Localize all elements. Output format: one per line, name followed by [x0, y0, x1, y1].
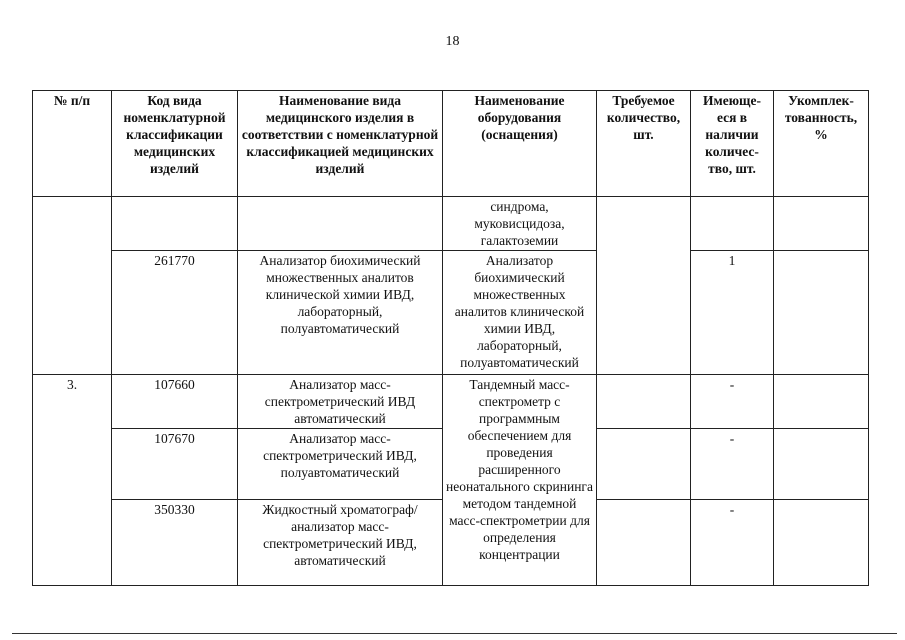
- table-row: [33, 375, 869, 429]
- cell-required: [597, 429, 691, 500]
- cell-num: [33, 197, 112, 375]
- cell-available: [691, 197, 774, 251]
- header-completeness: Укомплек-тованность, %: [774, 91, 869, 197]
- cell-completeness: [774, 375, 869, 429]
- header-code: Код вида номенклатурной классификации медицинских изделий: [112, 91, 238, 197]
- cell-required: [597, 375, 691, 429]
- cell-name: Анализатор масс-спектрометрический ИВД, полуавтоматический: [238, 429, 443, 500]
- cell-completeness: [774, 197, 869, 251]
- cell-equipment-group: Тандемный масс-спектрометр с программным обеспечением для проведения расширенного неонатального скрининга методом тандемной масс-спектрометрии для определения концентрации: [443, 375, 597, 586]
- cell-code: 107670: [112, 429, 238, 500]
- page-number: 18: [445, 34, 460, 49]
- header-required: Требуемое количество, шт.: [597, 91, 691, 197]
- cell-completeness: [774, 429, 869, 500]
- cell-completeness: [774, 251, 869, 375]
- header-equipment: Наименование оборудования (оснащения): [443, 91, 597, 197]
- cell-name: Анализатор масс-спектрометрический ИВД автоматический: [238, 375, 443, 429]
- page-bottom-divider: [12, 633, 897, 634]
- cell-name: [238, 197, 443, 251]
- cell-available: 1: [691, 251, 774, 375]
- cell-available: -: [691, 429, 774, 500]
- header-name: Наименование вида медицинского изделия в соответствии с номенклатурной классификацией медицинских изделий: [238, 91, 443, 197]
- equipment-table: [32, 90, 869, 586]
- cell-required: [597, 500, 691, 586]
- table-row: [33, 197, 869, 251]
- cell-name: Анализатор биохимический множественных аналитов клинической химии ИВД, лабораторный, полуавтоматический: [238, 251, 443, 375]
- cell-completeness: [774, 500, 869, 586]
- cell-available: -: [691, 375, 774, 429]
- header-num: № п/п: [33, 91, 112, 197]
- cell-code: [112, 197, 238, 251]
- cell-num: 3.: [33, 375, 112, 586]
- cell-code: 261770: [112, 251, 238, 375]
- cell-name: Жидкостный хроматограф/анализатор масс-спектрометрический ИВД, автоматический: [238, 500, 443, 586]
- cell-code: 350330: [112, 500, 238, 586]
- cell-required: [597, 197, 691, 375]
- table-header-row: [33, 91, 869, 197]
- cell-equipment: синдрома, муковисцидоза, галактоземии: [443, 197, 597, 251]
- header-available: Имеюще-еся в наличии количес-тво, шт.: [691, 91, 774, 197]
- cell-available: -: [691, 500, 774, 586]
- cell-code: 107660: [112, 375, 238, 429]
- cell-equipment: Анализатор биохимический множественных аналитов клинической химии ИВД, лабораторный, полуавтоматический: [443, 251, 597, 375]
- table-row: [33, 251, 869, 375]
